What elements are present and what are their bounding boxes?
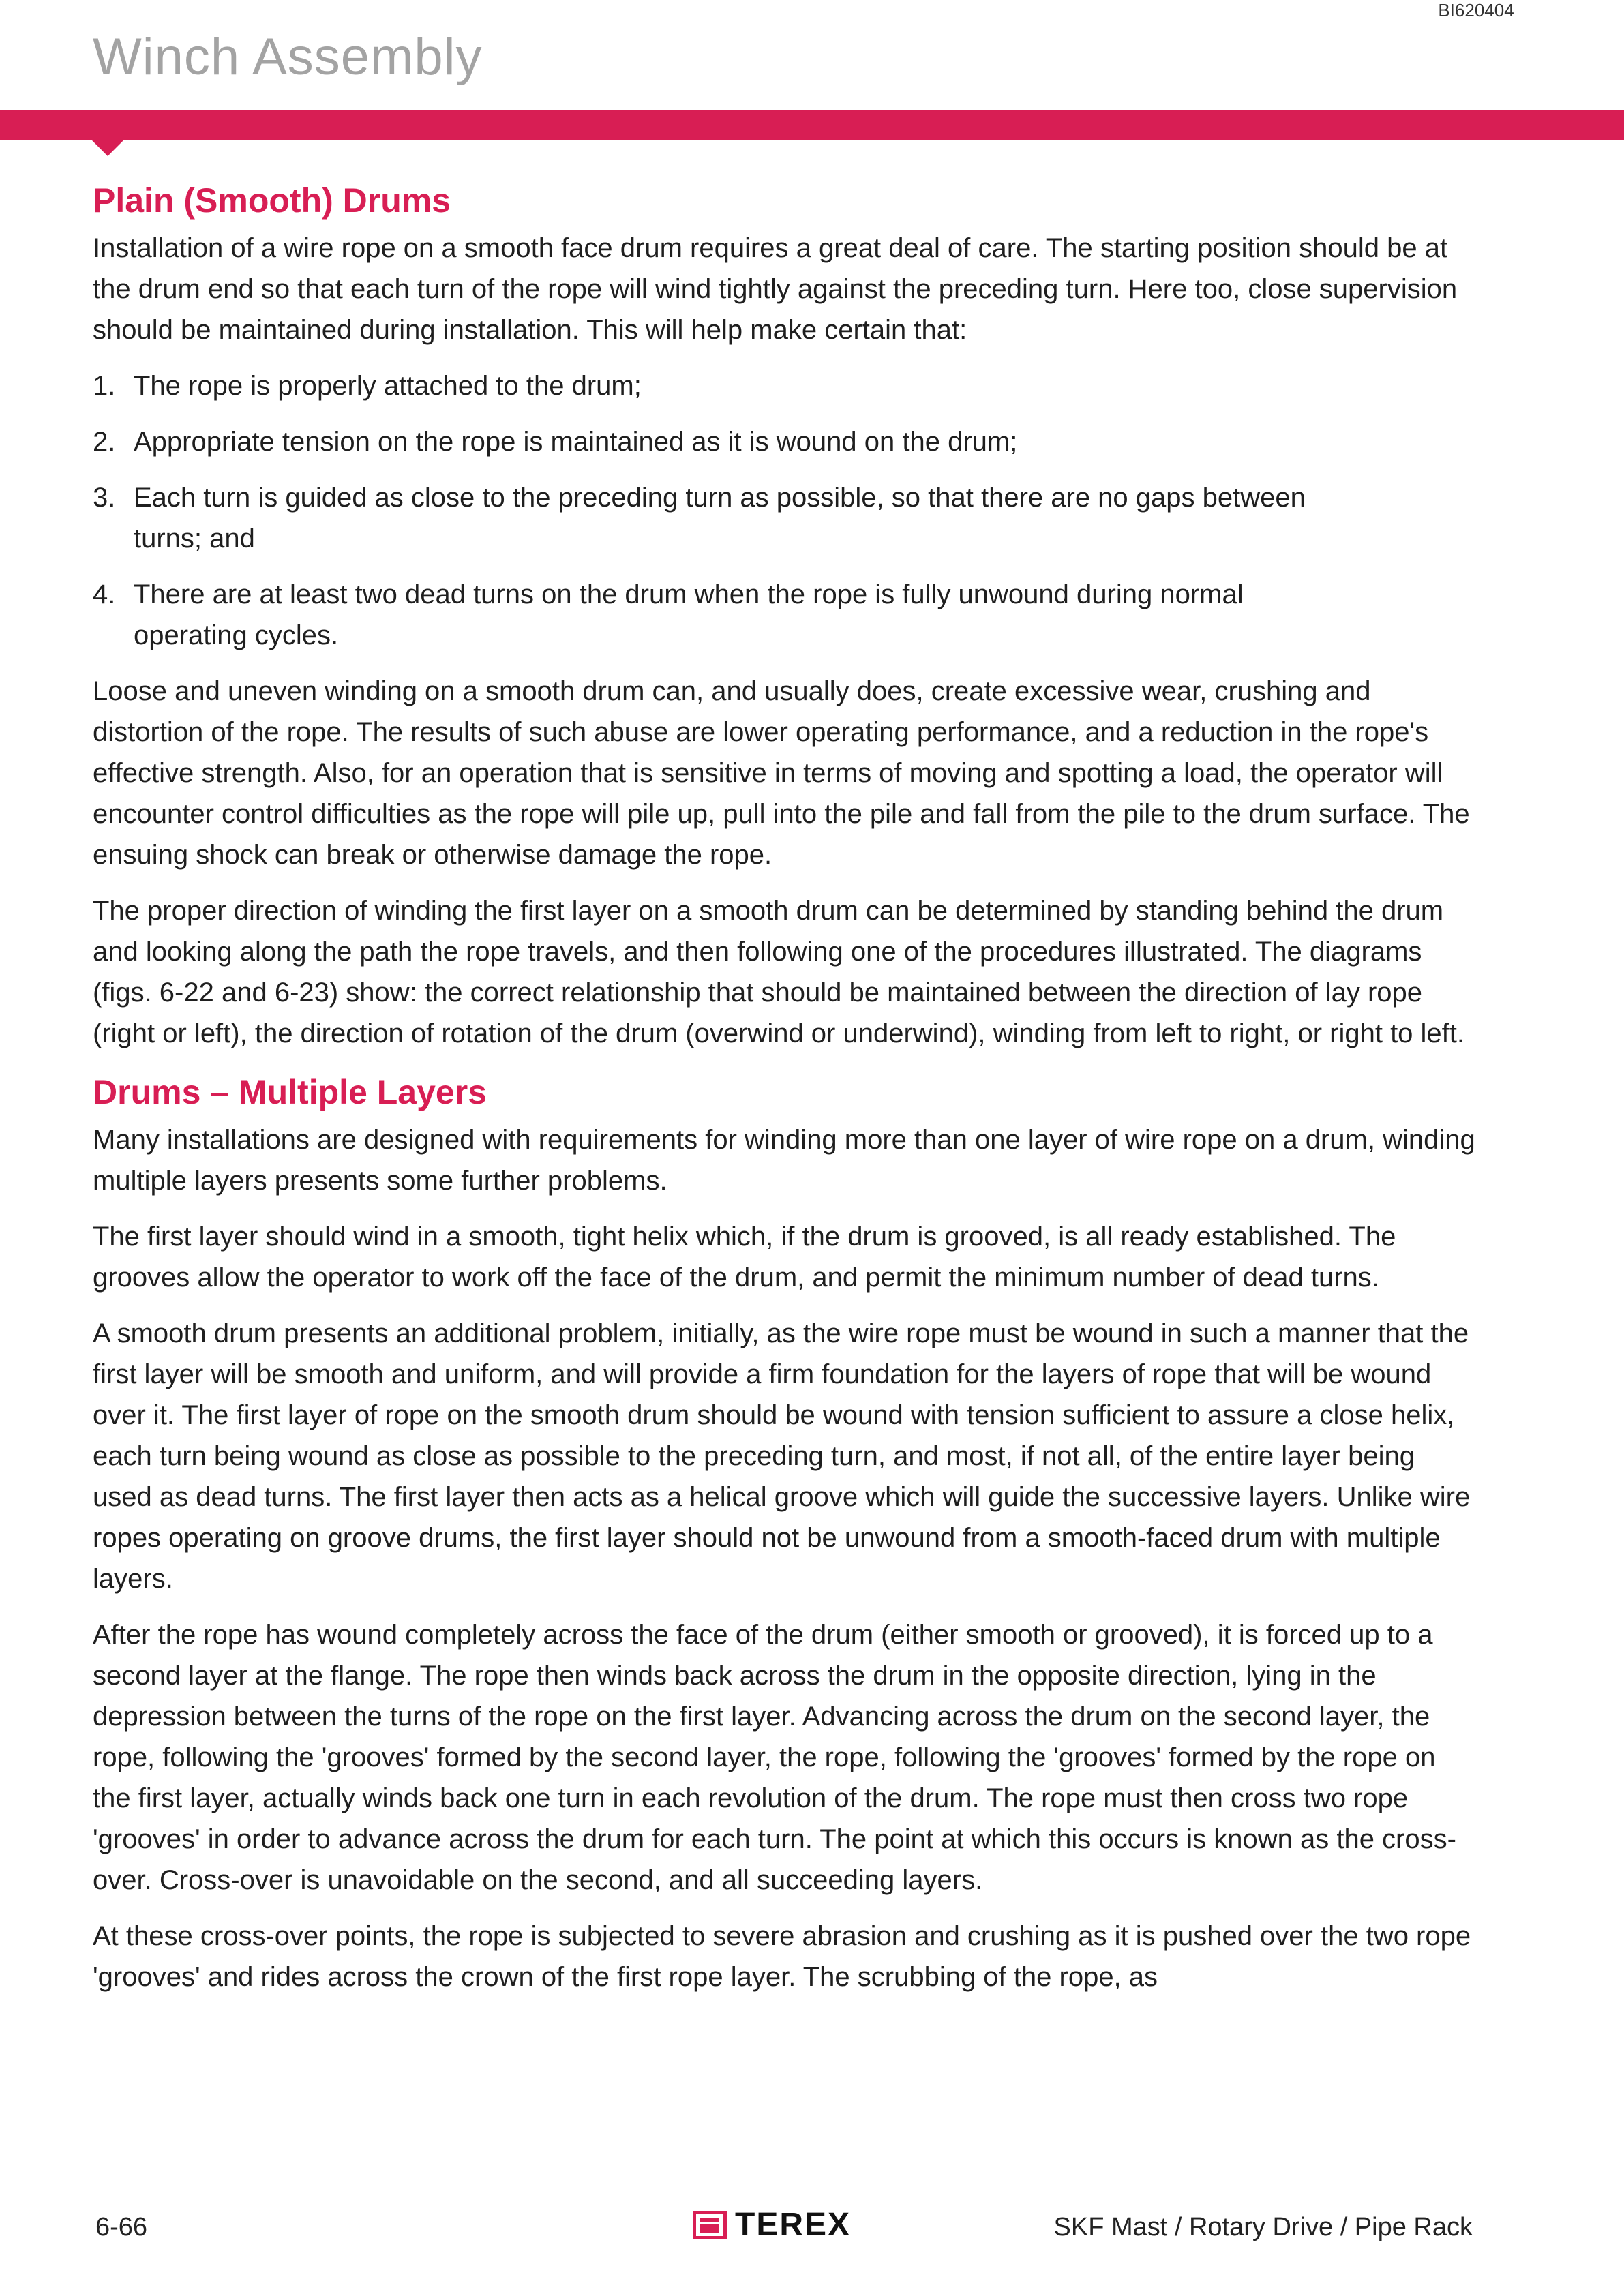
list-number: 3. [93, 483, 116, 513]
list-text: There are at least two dead turns on the drum when the rope is fully unwound during normal operating cycles. [134, 579, 1244, 650]
paragraph: At these cross-over points, the rope is subjected to severe abrasion and crushing as it is pushed over the two rope 'grooves' and rides across the crown of the first rope layer. The scrubbing of the rope, as [93, 1921, 1471, 1992]
list-text: Appropriate tension on the rope is maintained as it is wound on the drum; [134, 427, 1018, 457]
header-notch [91, 140, 124, 156]
list-number: 4. [93, 579, 116, 609]
document-code: BI620404 [1438, 0, 1514, 20]
section-heading-smooth-drums: Plain (Smooth) Drums [93, 181, 451, 220]
paragraph: Installation of a wire rope on a smooth face drum requires a great deal of care. The starting position should be at the drum end so that each turn of the rope will wind tightly against the preceding turn. Here too, close supervision should be maintained during installation. This will help make certain that: [93, 233, 1458, 345]
paragraph: After the rope has wound completely across the face of the drum (either smooth or grooved), it is forced up to a second layer at the flange. The rope then winds back across the drum in the opposite direction, lying in the depression between the turns of the rope on the first layer. Advancing across the drum on the second layer, the rope, following the 'grooves' formed by the second layer, the rope, following the 'grooves' formed by the rope on the first layer, actually winds back one turn in each revolution of the drum. The rope must then cross two rope 'grooves' in order to advance across the drum for each turn. The point at which this occurs is known as the cross-over. Cross-over is unavoidable on the second, and all succeeding layers. [93, 1620, 1456, 1895]
terex-logo [693, 2206, 851, 2244]
manual-title: SKF Mast / Rotary Drive / Pipe Rack [1053, 2213, 1473, 2241]
logo-text: TEREX [735, 2207, 852, 2243]
list-item [93, 477, 1477, 559]
paragraph: The first layer should wind in a smooth, tight helix which, if the drum is grooved, is all ready established. The grooves allow the operator to work off the face of the drum, and permit the minimum number of dead turns. [93, 1222, 1396, 1293]
paragraph: Many installations are designed with requirements for winding more than one layer of wire rope on a drum, winding multiple layers presents some further problems. [93, 1125, 1475, 1196]
page-title: Winch Assembly [93, 28, 483, 86]
list-item [93, 421, 1477, 462]
terex-logo-icon [693, 2211, 727, 2239]
section-heading-multiple-layers: Drums – Multiple Layers [93, 1073, 487, 1111]
list-number: 2. [93, 427, 116, 457]
header-bar [0, 110, 1624, 140]
paragraph: A smooth drum presents an additional problem, initially, as the wire rope must be wound in such a manner that the first layer will be smooth and uniform, and will provide a firm foundation for the layers of rope that will be wound over it. The first layer of rope on the smooth drum should be wound with tension sufficient to assure a close helix, each turn being wound as close as possible to the preceding turn, and most, if not all, of the entire layer being used as dead turns. The first layer then acts as a helical groove which will guide the successive layers. Unlike wire ropes operating on groove drums, the first layer should not be unwound from a smooth-faced drum with multiple layers. [93, 1318, 1471, 1594]
list-text: Each turn is guided as close to the preceding turn as possible, so that there are no gaps between turns; and [134, 483, 1306, 554]
page-content [93, 179, 1477, 2012]
page-number: 6-66 [95, 2213, 148, 2241]
checklist [93, 365, 1477, 656]
list-item [93, 574, 1477, 656]
paragraph: Loose and uneven winding on a smooth drum can, and usually does, create excessive wear, crushing and distortion of the rope. The results of such abuse are lower operating performance, and a reduction in the rope's effective strength. Also, for an operation that is sensitive in terms of moving and spotting a load, the operator will encounter control difficulties as the rope will pile up, pull into the pile and fall from the pile to the drum surface. The ensuing shock can break or otherwise damage the rope. [93, 676, 1470, 870]
list-item [93, 365, 1477, 406]
list-text: The rope is properly attached to the drum; [134, 371, 642, 401]
paragraph: The proper direction of winding the first layer on a smooth drum can be determined by standing behind the drum and looking along the path the rope travels, and then following one of the procedures illustrated. The diagrams (figs. 6-22 and 6-23) show: the correct relationship that should be maintained between the direction of lay rope (right or left), the direction of rotation of the drum (overwind or underwind), winding from left to right, or right to left. [93, 896, 1465, 1048]
list-number: 1. [93, 371, 116, 401]
